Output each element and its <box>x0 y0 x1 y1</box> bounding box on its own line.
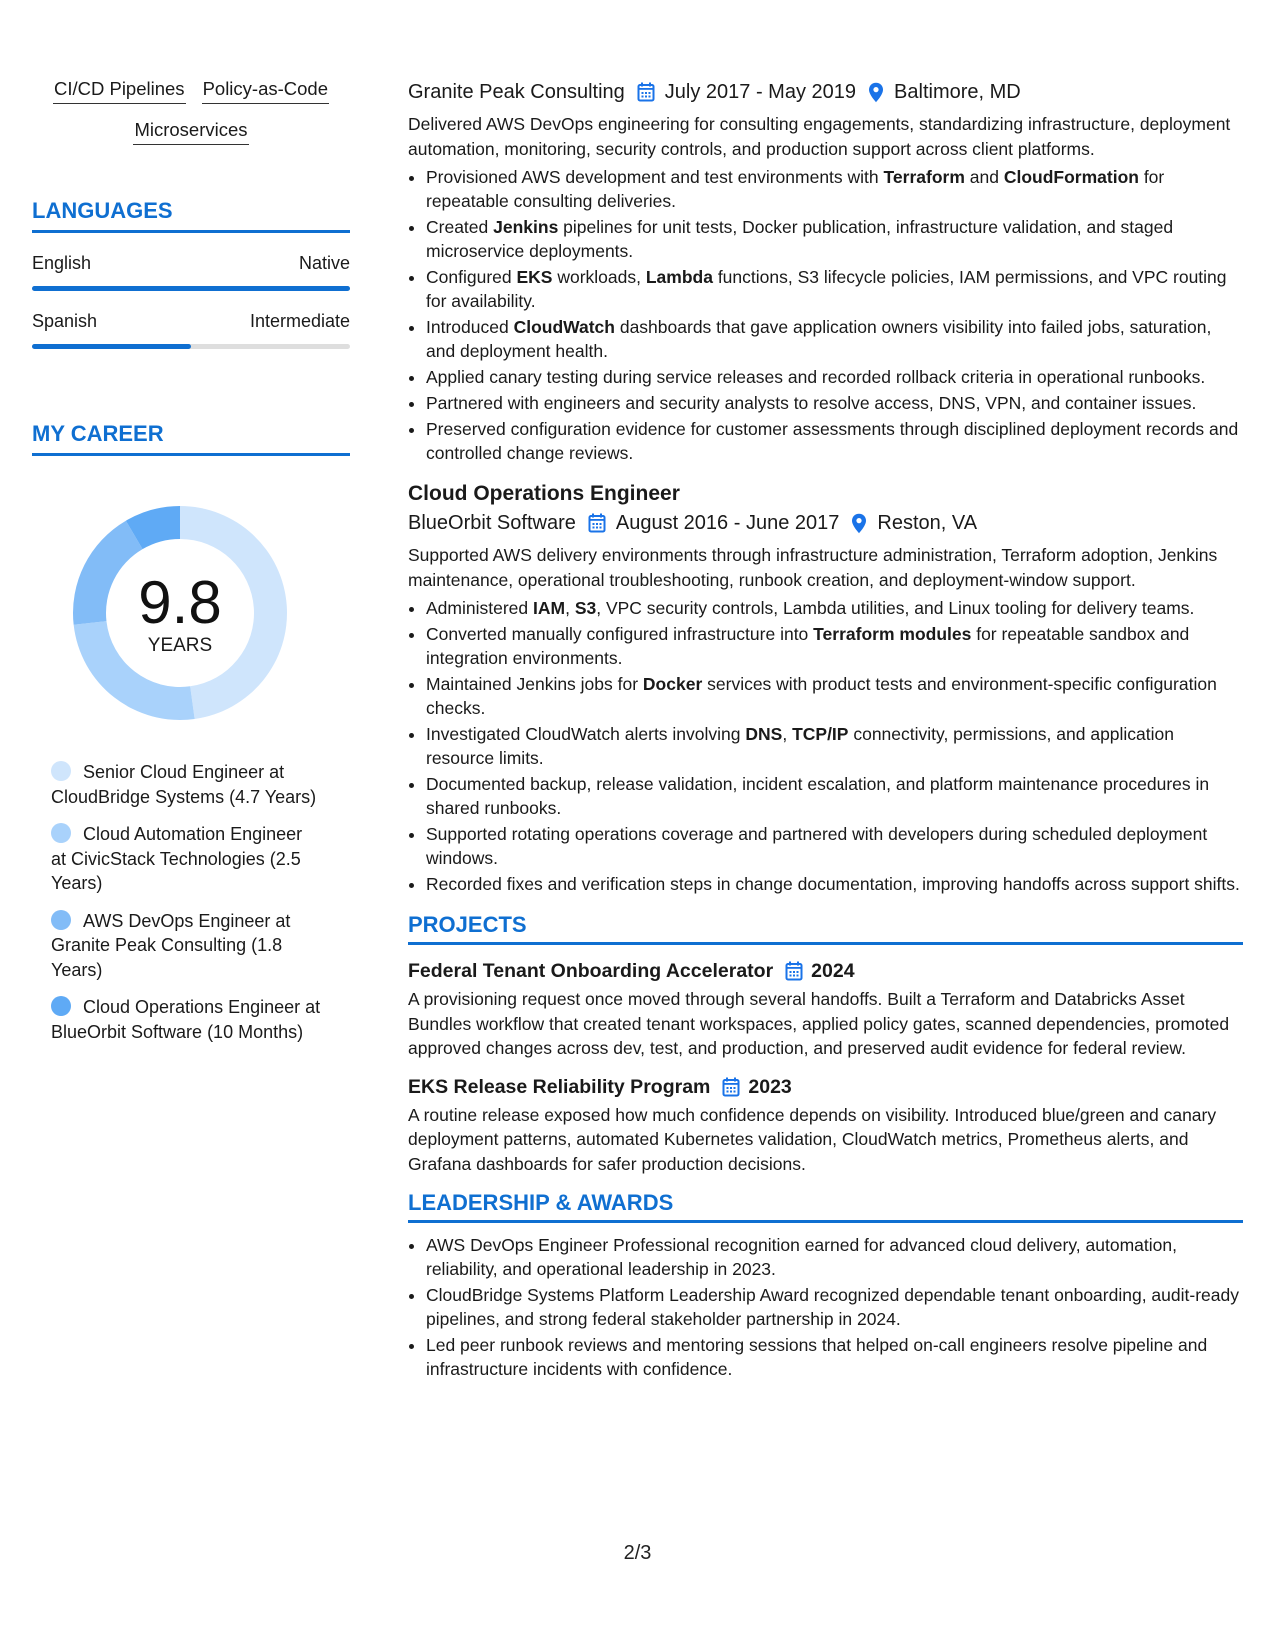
job-dates: July 2017 - May 2019 <box>664 81 857 103</box>
job-bullets <box>408 596 1243 896</box>
job-meta-line <box>408 78 1243 106</box>
legend-dot <box>51 996 71 1016</box>
languages-heading: LANGUAGES <box>32 198 350 233</box>
legend-item <box>51 909 321 983</box>
project-entry <box>408 957 1243 1061</box>
language-level: Native <box>298 253 350 273</box>
project-title: EKS Release Reliability Program <box>408 1075 711 1098</box>
awards-section <box>408 1190 1243 1381</box>
calendar-icon <box>588 513 606 533</box>
job-description: Delivered AWS DevOps engineering for consulting engagements, standardizing infrastructure, deployment automation, monitoring, security controls, and production support across client platforms. <box>408 114 1231 159</box>
bullet-item: • Investigated CloudWatch alerts involving DNS, TCP/IP connectivity, permissions, and application resource limits. <box>426 722 1243 770</box>
legend-item <box>51 760 321 809</box>
job-bullets <box>408 165 1243 465</box>
projects-heading: PROJECTS <box>408 912 1243 945</box>
legend-item <box>51 995 321 1044</box>
calendar-icon <box>785 961 803 981</box>
legend-label: Senior Cloud Engineer at CloudBridge Systems (4.7 Years) <box>51 762 317 807</box>
language-name: Spanish <box>32 311 98 331</box>
skill-chip: Microservices <box>133 120 248 145</box>
legend-label: Cloud Operations Engineer at BlueOrbit Software (10 Months) <box>51 997 321 1042</box>
career-heading: MY CAREER <box>32 421 350 456</box>
career-total-unit: YEARS <box>147 635 213 656</box>
language-level-fill <box>32 286 350 291</box>
location-pin-icon <box>851 513 867 534</box>
language-level-bar <box>32 344 350 349</box>
bullet-item: • Maintained Jenkins jobs for Docker services with product tests and environment-specific configuration checks. <box>426 672 1243 720</box>
language-level-fill <box>32 344 191 349</box>
job-location: Reston, VA <box>877 512 978 534</box>
calendar-icon <box>722 1077 740 1097</box>
career-section <box>32 421 350 1044</box>
legend-dot <box>51 910 71 930</box>
calendar-icon <box>637 82 655 102</box>
project-entry <box>408 1073 1243 1177</box>
award-item: • Led peer runbook reviews and mentoring sessions that helped on-call engineers resolve pipeline and infrastructure incidents with confidence. <box>426 1333 1243 1381</box>
career-donut-chart <box>65 498 295 728</box>
project-year: 2024 <box>811 960 855 982</box>
skill-chip: Policy-as-Code <box>202 79 329 104</box>
legend-dot <box>51 823 71 843</box>
languages-section <box>32 198 350 349</box>
job-company: Granite Peak Consulting <box>408 81 625 103</box>
awards-heading: LEADERSHIP & AWARDS <box>408 1190 1243 1223</box>
bullet-item: • Converted manually configured infrastructure into Terraform modules for repeatable sandbox and integration environments. <box>426 622 1243 670</box>
career-total-years: 9.8 <box>138 569 222 636</box>
job-meta-line <box>408 509 1243 537</box>
language-item <box>32 311 350 349</box>
job-location: Baltimore, MD <box>894 81 1021 103</box>
bullet-item: • Documented backup, release validation, incident escalation, and platform maintenance procedures in shared runbooks. <box>426 772 1243 820</box>
job-entry <box>408 78 1243 465</box>
legend-label: Cloud Automation Engineer at CivicStack Technologies (2.5 Years) <box>51 824 303 893</box>
job-dates: August 2016 - June 2017 <box>615 512 840 534</box>
legend-item <box>51 822 321 896</box>
career-legend <box>51 760 321 1044</box>
language-level: Intermediate <box>249 311 350 331</box>
language-name: English <box>32 253 92 273</box>
bullet-item: • Introduced CloudWatch dashboards that gave application owners visibility into failed jobs, saturation, and deployment health. <box>426 315 1243 363</box>
job-description: Supported AWS delivery environments through infrastructure administration, Terraform adoption, Jenkins maintenance, operational troubleshooting, runbook creation, and deployment-window support. <box>408 545 1218 590</box>
bullet-item: • Supported rotating operations coverage and partnered with developers during scheduled deployment windows. <box>426 822 1243 870</box>
job-title: Cloud Operations Engineer <box>408 482 680 505</box>
bullet-item: • Partnered with engineers and security analysts to resolve access, DNS, VPN, and container issues. <box>426 391 1243 415</box>
bullet-item: • Provisioned AWS development and test environments with Terraform and CloudFormation for repeatable consulting deliveries. <box>426 165 1243 213</box>
job-company: BlueOrbit Software <box>408 512 576 534</box>
projects-section <box>408 912 1243 1176</box>
skills-list <box>32 78 350 160</box>
sidebar <box>32 78 350 1057</box>
job-entry <box>408 479 1243 896</box>
project-year: 2023 <box>748 1075 792 1098</box>
awards-list <box>408 1233 1243 1381</box>
bullet-item: • Applied canary testing during service releases and recorded rollback criteria in operational runbooks. <box>426 365 1243 389</box>
bullet-item: • Created Jenkins pipelines for unit tests, Docker publication, infrastructure validation, and staged microservice deployments. <box>426 215 1243 263</box>
bullet-item: • Administered IAM, S3, VPC security controls, Lambda utilities, and Linux tooling for delivery teams. <box>426 596 1243 620</box>
skill-chip: CI/CD Pipelines <box>53 79 186 104</box>
project-title: Federal Tenant Onboarding Accelerator <box>408 960 774 982</box>
award-item: • AWS DevOps Engineer Professional recognition earned for advanced cloud delivery, automation, reliability, and operational leadership in 2023. <box>426 1233 1243 1281</box>
location-pin-icon <box>868 82 884 103</box>
legend-dot <box>51 761 71 781</box>
bullet-item: • Preserved configuration evidence for customer assessments through disciplined deployment records and controlled change reviews. <box>426 417 1243 465</box>
project-description: A routine release exposed how much confidence depends on visibility. Introduced blue/green and canary deployment patterns, automated Kubernetes validation, CloudWatch metrics, Prometheus alerts, and Grafana dashboards for safer production decisions. <box>408 1104 1217 1174</box>
award-item: • CloudBridge Systems Platform Leadership Award recognized dependable tenant onboarding, audit-ready pipelines, and strong federal stakeholder partnership in 2024. <box>426 1283 1243 1331</box>
page-number: 2/3 <box>623 1542 652 1564</box>
language-level-bar <box>32 286 350 291</box>
main-content <box>408 78 1243 1383</box>
bullet-item: • Recorded fixes and verification steps in change documentation, improving handoffs across support shifts. <box>426 872 1243 896</box>
legend-label: AWS DevOps Engineer at Granite Peak Consulting (1.8 Years) <box>51 910 291 980</box>
project-description: A provisioning request once moved through several handoffs. Built a Terraform and Databricks Asset Bundles workflow that created tenant workspaces, applied policy gates, scanned dependencies, promoted approved changes across dev, test, and production, and preserved audit evidence for federal review. <box>408 989 1230 1058</box>
bullet-item: • Configured EKS workloads, Lambda functions, S3 lifecycle policies, IAM permissions, and VPC routing for availability. <box>426 265 1243 313</box>
language-item <box>32 253 350 291</box>
